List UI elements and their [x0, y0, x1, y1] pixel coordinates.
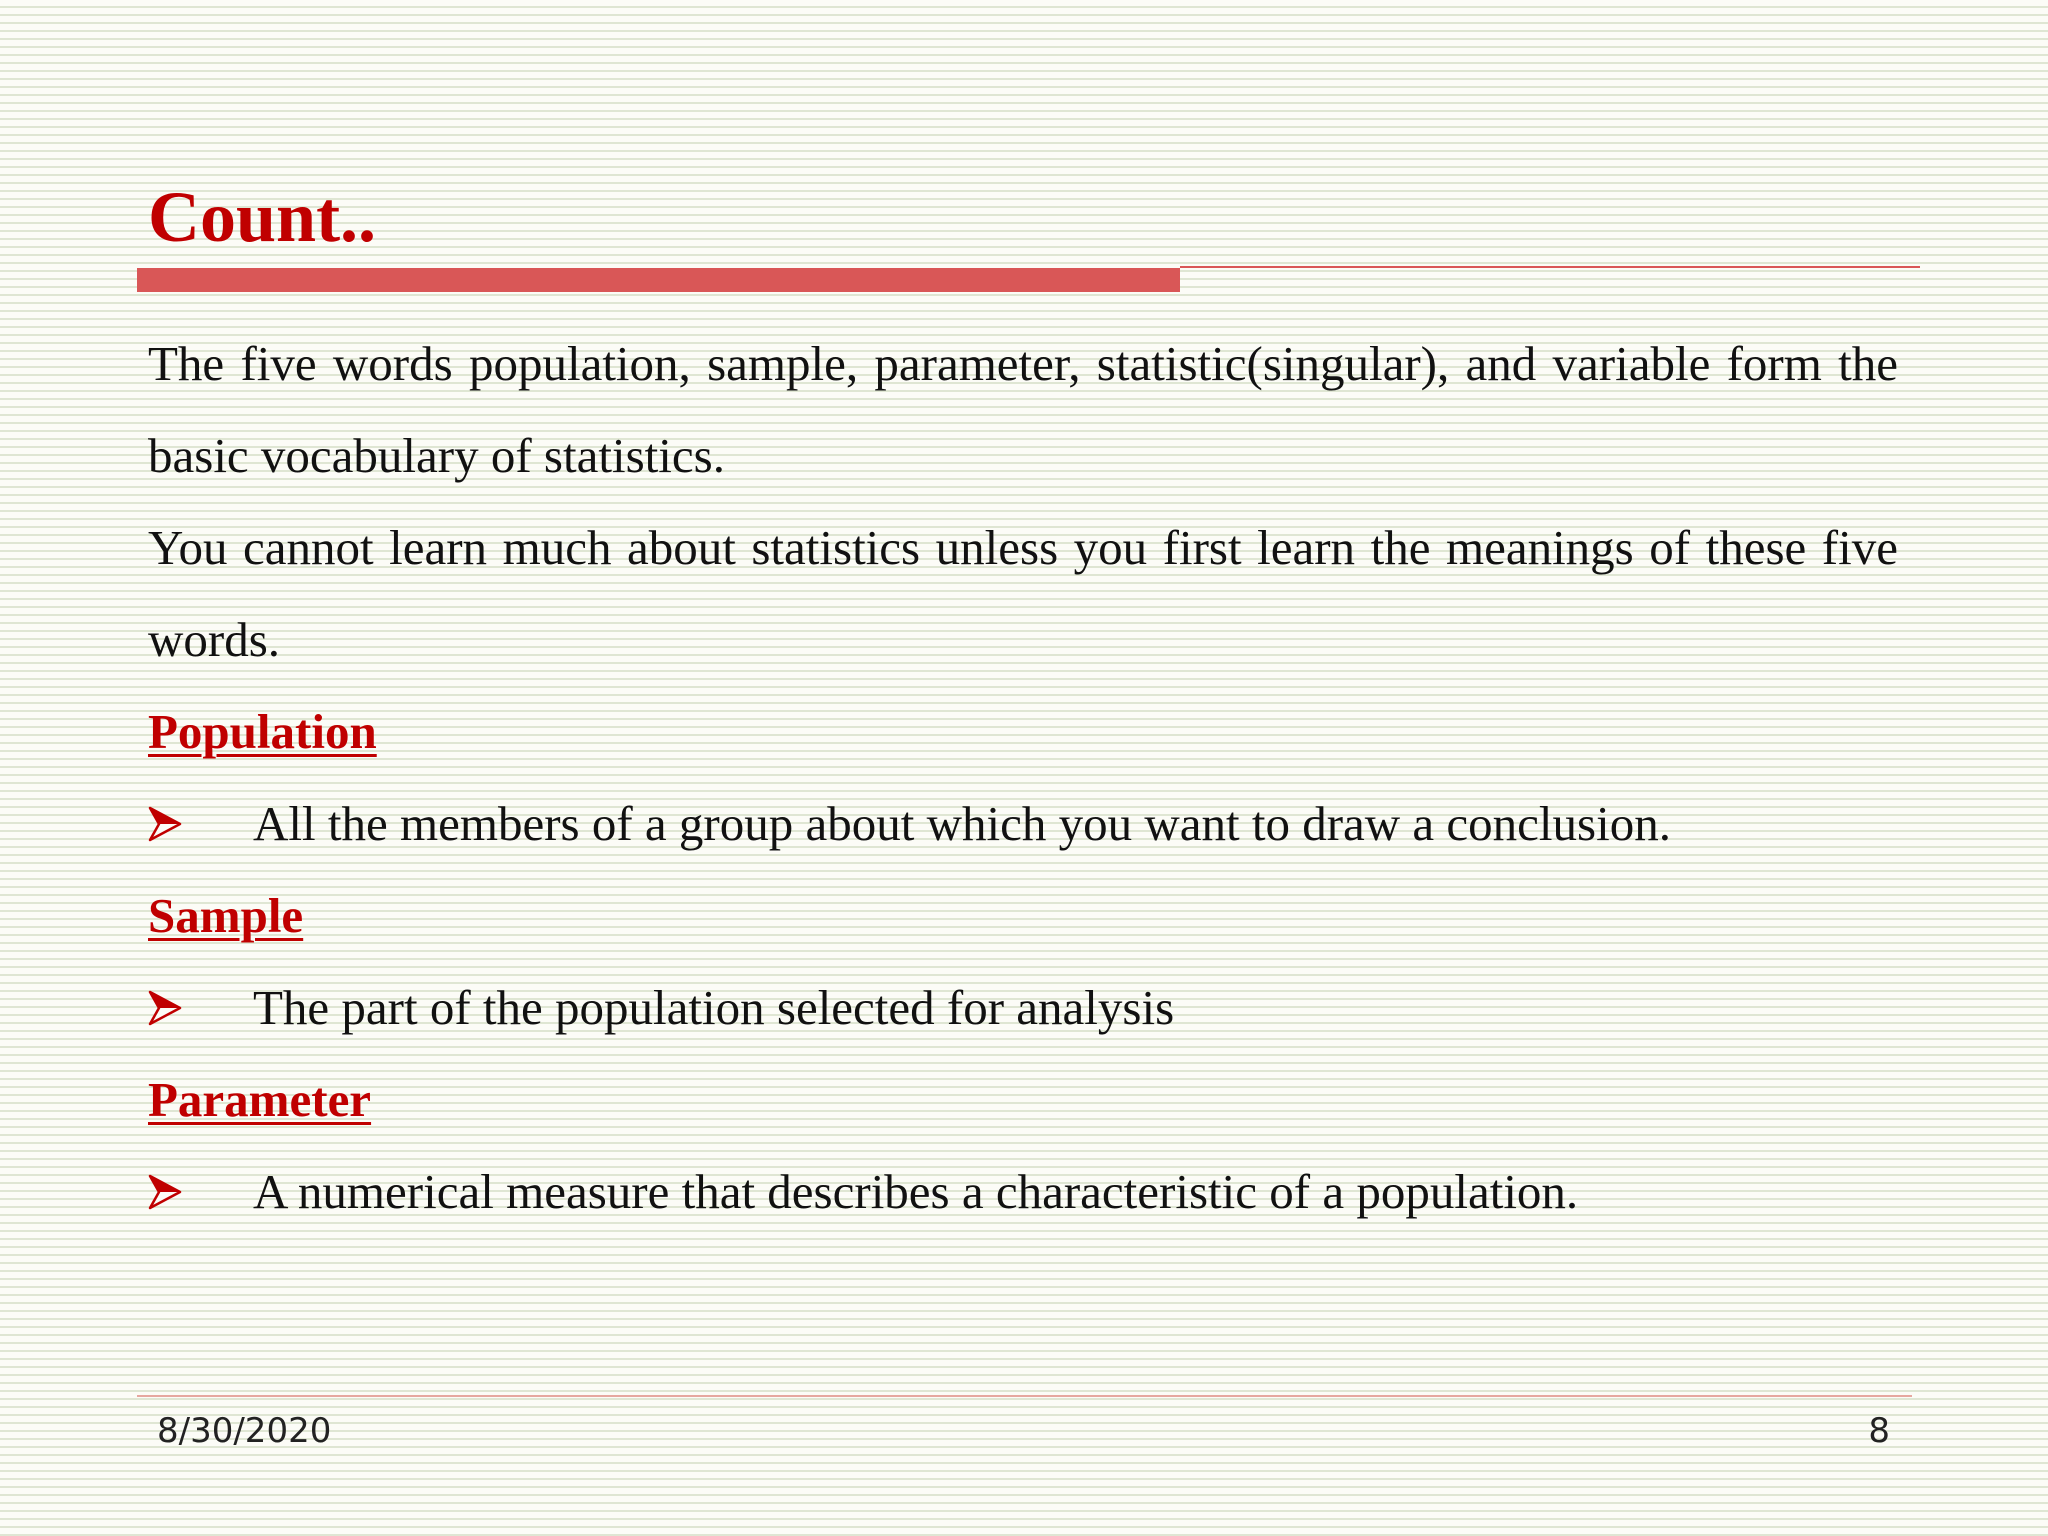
definition-text: A numerical measure that describes a characteristic of a population. [253, 1164, 1579, 1219]
definition-text: The part of the population selected for analysis [253, 980, 1175, 1035]
footer-date: 8/30/2020 [157, 1411, 332, 1451]
page-number: 8 [1868, 1411, 1890, 1451]
definition-population [148, 778, 1898, 870]
term-sample: Sample [148, 888, 304, 943]
intro-paragraph-2: You cannot learn much about statistics unless you first learn the meanings of these five words. [148, 520, 1898, 667]
title-accent-line [1180, 266, 1920, 268]
definition-sample [148, 962, 1898, 1054]
title-accent-bar [137, 268, 1180, 292]
definition-text: All the members of a group about which you want to draw a conclusion. [253, 796, 1671, 851]
footer-divider [137, 1395, 1912, 1397]
definition-parameter [148, 1146, 1898, 1238]
intro-paragraph-1: The five words population, sample, parameter, statistic(singular), and variable form the basic vocabulary of statistics. [148, 336, 1898, 483]
term-parameter: Parameter [148, 1072, 372, 1127]
arrowhead-bullet-icon [148, 990, 253, 1026]
arrowhead-bullet-icon [148, 806, 253, 842]
term-population: Population [148, 704, 377, 759]
arrowhead-bullet-icon [148, 1174, 253, 1210]
slide-title: Count.. [148, 177, 377, 257]
slide-body [148, 318, 1898, 1238]
